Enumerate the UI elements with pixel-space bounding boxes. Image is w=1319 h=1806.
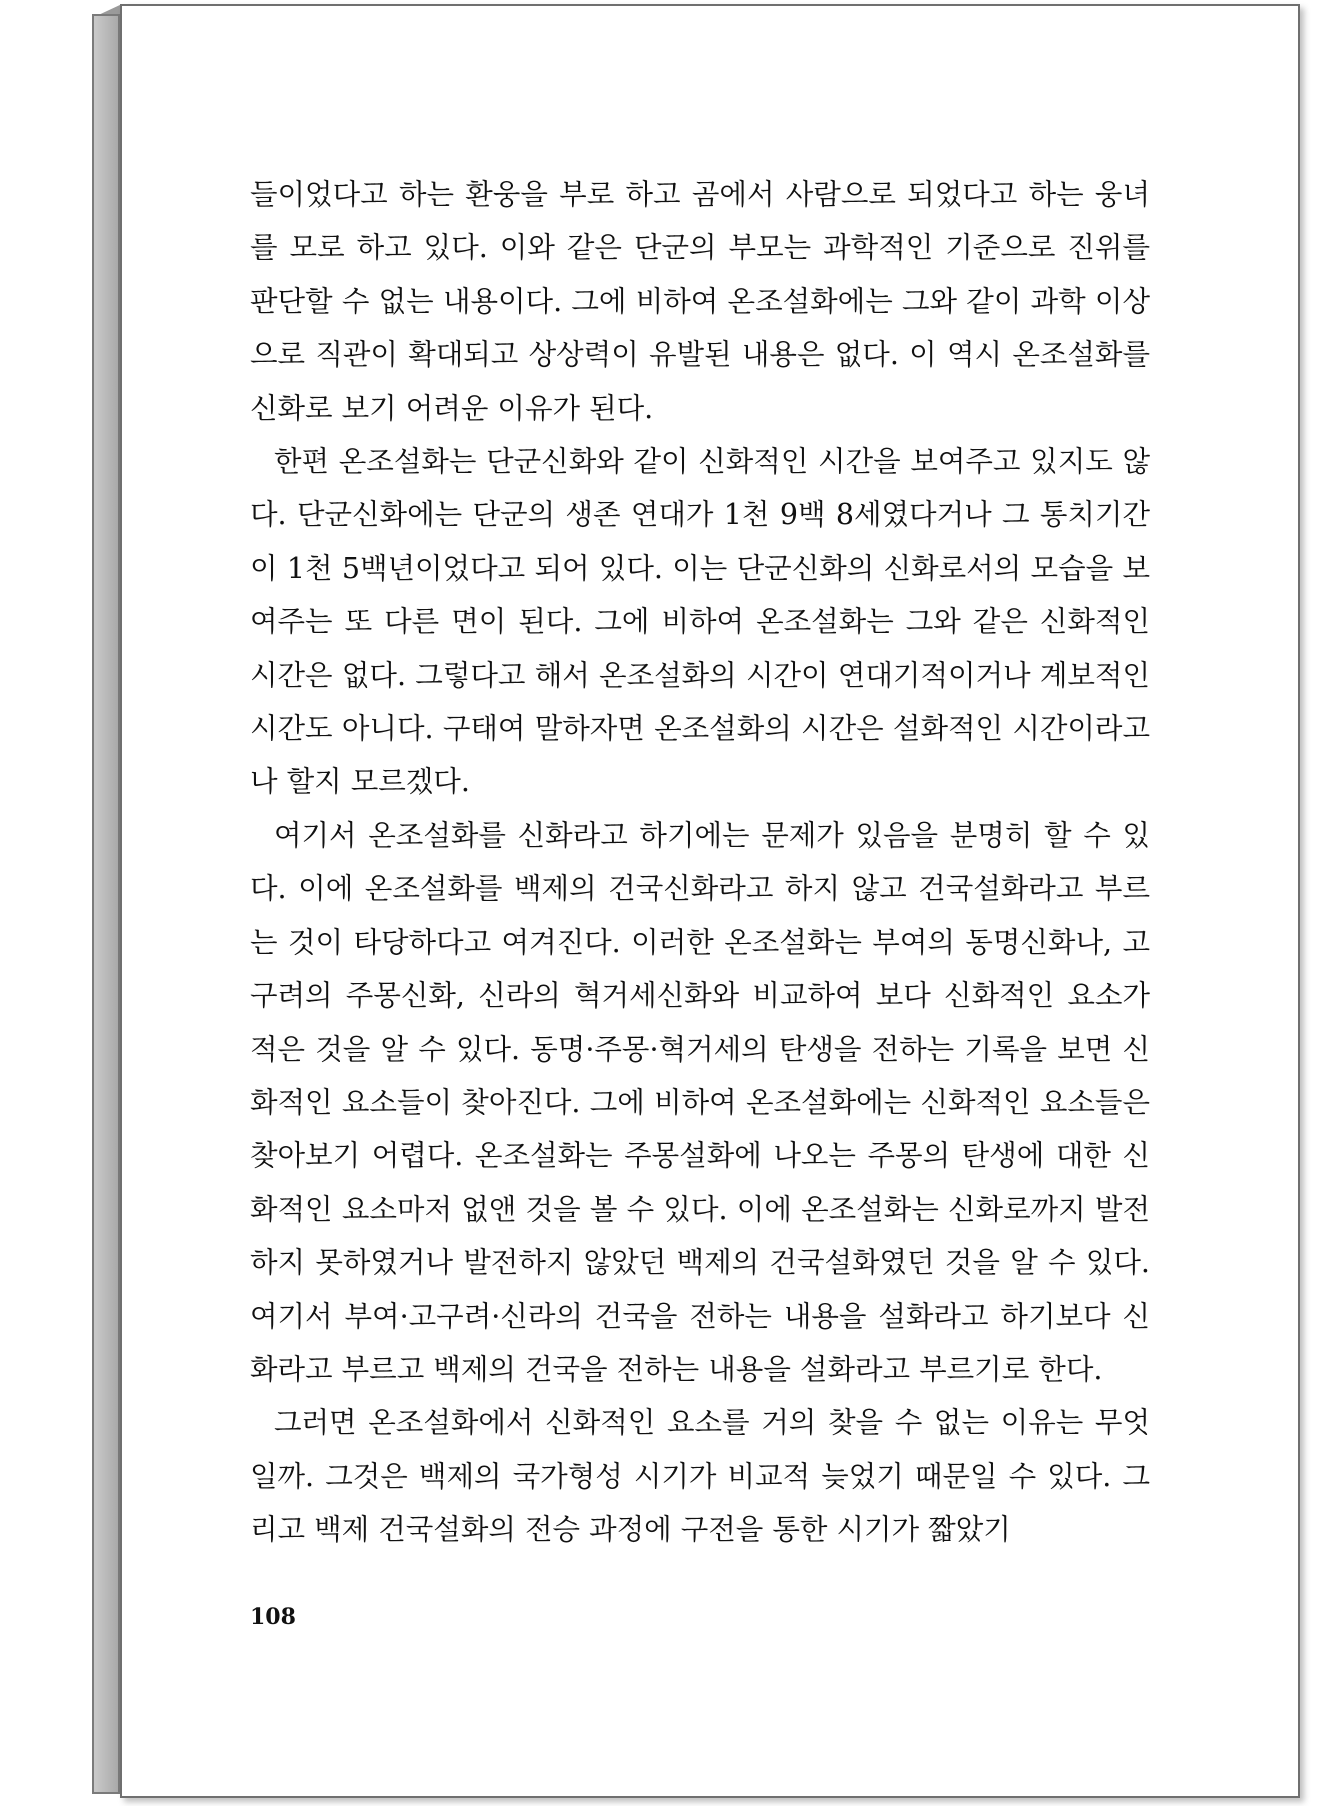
paragraph-4: 그러면 온조설화에서 신화적인 요소를 거의 찾을 수 없는 이유는 무엇일까. 그것은 백제의 국가형성 시기가 비교적 늦었기 때문일 수 있다. 그리고 백제 건국설화의 전승 과정에 구전을 통한 시기가 짧았기	[250, 1406, 1150, 1547]
page-body-text	[250, 168, 1150, 1557]
paragraph-3: 여기서 온조설화를 신화라고 하기에는 문제가 있음을 분명히 할 수 있다. 이에 온조설화를 백제의 건국신화라고 하지 않고 건국설화라고 부르는 것이 타당하다고 여겨진다. 이러한 온조설화는 부여의 동명신화나, 고구려의 주몽신화, 신라의 혁거세신화와 비교하여 보다 신화적인 요소가 적은 것을 알 수 있다. 동명·주몽·혁거세의 탄생을 전하는 기록을 보면 신화적인 요소들이 찾아진다. 그에 비하여 온조설화에는 신화적인 요소들은 찾아보기 어렵다. 온조설화는 주몽설화에 나오는 주몽의 탄생에 대한 신화적인 요소마저 없앤 것을 볼 수 있다. 이에 온조설화는 신화로까지 발전하지 못하였거나 발전하지 않았던 백제의 건국설화였던 것을 알 수 있다. 여기서 부여·고구려·신라의 건국을 전하는 내용을 설화라고 하기보다 신화라고 부르고 백제의 건국을 전하는 내용을 설화라고 부르기로 한다.	[250, 818, 1150, 1386]
page-number: 108	[250, 1604, 296, 1630]
book-spine	[92, 14, 120, 1794]
paragraph-2: 한편 온조설화는 단군신화와 같이 신화적인 시간을 보여주고 있지도 않다. 단군신화에는 단군의 생존 연대가 1천 9백 8세였다거나 그 통치기간이 1천 5백년이었다고 되어 있다. 이는 단군신화의 신화로서의 모습을 보여주는 또 다른 면이 된다. 그에 비하여 온조설화는 그와 같은 신화적인 시간은 없다. 그렇다고 해서 온조설화의 시간이 연대기적이거나 계보적인 시간도 아니다. 구태여 말하자면 온조설화의 시간은 설화적인 시간이라고나 할지 모르겠다.	[250, 445, 1150, 799]
book-page	[120, 4, 1300, 1798]
paragraph-1: 들이었다고 하는 환웅을 부로 하고 곰에서 사람으로 되었다고 하는 웅녀를 모로 하고 있다. 이와 같은 단군의 부모는 과학적인 기준으로 진위를 판단할 수 없는 내용이다. 그에 비하여 온조설화에는 그와 같이 과학 이상으로 직관이 확대되고 상상력이 유발된 내용은 없다. 이 역시 온조설화를 신화로 보기 어려운 이유가 된다.	[250, 178, 1150, 425]
book	[92, 4, 1302, 1798]
